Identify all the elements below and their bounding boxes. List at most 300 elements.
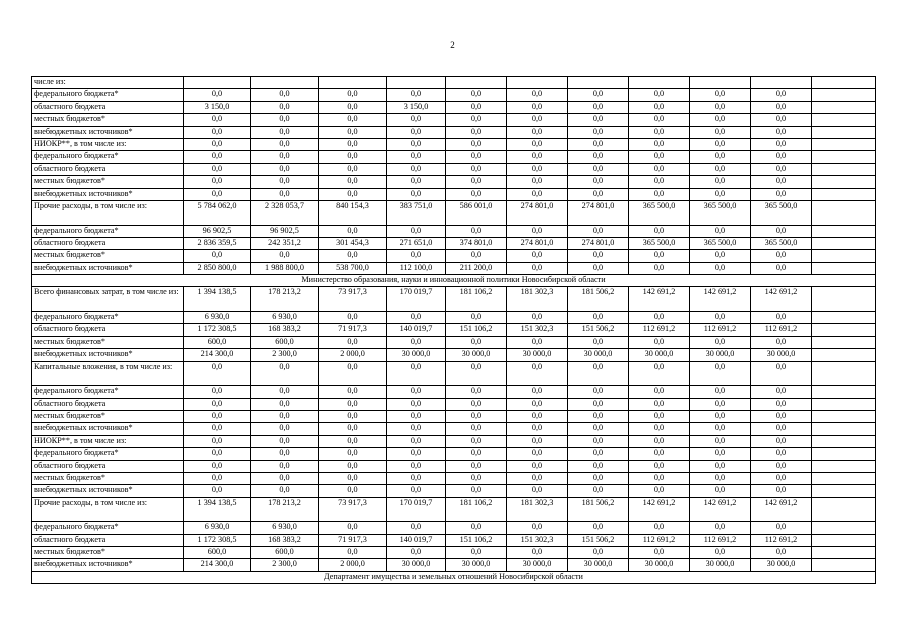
empty-cell: [812, 312, 876, 324]
value-cell: 0,0: [387, 448, 446, 460]
value-cell: 0,0: [507, 89, 568, 101]
section-title: Департамент имущества и земельных отношений Новосибирской области: [32, 571, 876, 583]
value-cell: 365 500,0: [751, 200, 812, 225]
value-cell: 0,0: [690, 262, 751, 274]
row-label: местных бюджетов*: [32, 250, 184, 262]
value-cell: 0,0: [629, 114, 690, 126]
empty-cell: [812, 188, 876, 200]
value-cell: 0,0: [387, 176, 446, 188]
value-cell: 0,0: [387, 250, 446, 262]
value-cell: 0,0: [251, 435, 319, 447]
value-cell: 151 106,2: [446, 534, 507, 546]
value-cell: 0,0: [690, 225, 751, 237]
value-cell: 0,0: [446, 89, 507, 101]
value-cell: [446, 77, 507, 89]
value-cell: 0,0: [690, 250, 751, 262]
row-label: внебюджетных источников*: [32, 126, 184, 138]
value-cell: 0,0: [751, 188, 812, 200]
row-label: внебюджетных источников*: [32, 423, 184, 435]
value-cell: 0,0: [507, 312, 568, 324]
value-cell: 0,0: [507, 460, 568, 472]
value-cell: 0,0: [568, 336, 629, 348]
value-cell: 0,0: [751, 176, 812, 188]
value-cell: 0,0: [568, 423, 629, 435]
row-label: областного бюджета: [32, 398, 184, 410]
value-cell: 0,0: [446, 410, 507, 422]
table-row: [32, 250, 876, 262]
value-cell: 0,0: [629, 435, 690, 447]
value-cell: 30 000,0: [507, 559, 568, 571]
value-cell: 151 506,2: [568, 534, 629, 546]
table-row: [32, 386, 876, 398]
row-label: федерального бюджета*: [32, 225, 184, 237]
row-label: федерального бюджета*: [32, 151, 184, 163]
value-cell: 0,0: [568, 386, 629, 398]
empty-cell: [812, 547, 876, 559]
empty-cell: [812, 237, 876, 249]
value-cell: 600,0: [184, 336, 251, 348]
empty-cell: [812, 101, 876, 113]
value-cell: 0,0: [251, 398, 319, 410]
value-cell: 0,0: [751, 101, 812, 113]
value-cell: 383 751,0: [387, 200, 446, 225]
value-cell: 0,0: [446, 138, 507, 150]
value-cell: 0,0: [184, 423, 251, 435]
value-cell: 0,0: [629, 188, 690, 200]
value-cell: 142 691,2: [690, 287, 751, 312]
value-cell: 0,0: [184, 138, 251, 150]
value-cell: 2 850 800,0: [184, 262, 251, 274]
value-cell: 6 930,0: [184, 312, 251, 324]
value-cell: 0,0: [319, 460, 387, 472]
value-cell: 181 302,3: [507, 497, 568, 522]
value-cell: 0,0: [629, 460, 690, 472]
value-cell: 0,0: [751, 435, 812, 447]
value-cell: 0,0: [184, 151, 251, 163]
value-cell: 0,0: [507, 410, 568, 422]
value-cell: 0,0: [319, 398, 387, 410]
value-cell: 0,0: [568, 138, 629, 150]
section-title: Министерство образования, науки и инновационной политики Новосибирской области: [32, 275, 876, 287]
value-cell: 0,0: [184, 386, 251, 398]
value-cell: [387, 77, 446, 89]
value-cell: 0,0: [629, 312, 690, 324]
value-cell: 0,0: [751, 336, 812, 348]
value-cell: 0,0: [184, 163, 251, 175]
empty-cell: [812, 522, 876, 534]
value-cell: [629, 77, 690, 89]
row-label: федерального бюджета*: [32, 522, 184, 534]
value-cell: 170 019,7: [387, 497, 446, 522]
table-row: [32, 398, 876, 410]
value-cell: 0,0: [751, 163, 812, 175]
value-cell: 0,0: [251, 250, 319, 262]
value-cell: 6 930,0: [184, 522, 251, 534]
value-cell: 0,0: [251, 163, 319, 175]
value-cell: 0,0: [319, 410, 387, 422]
value-cell: 0,0: [251, 176, 319, 188]
value-cell: 30 000,0: [387, 559, 446, 571]
empty-cell: [812, 435, 876, 447]
value-cell: 0,0: [507, 151, 568, 163]
value-cell: 0,0: [387, 435, 446, 447]
value-cell: 112 691,2: [751, 324, 812, 336]
value-cell: 0,0: [629, 336, 690, 348]
row-label: внебюджетных источников*: [32, 485, 184, 497]
value-cell: 840 154,3: [319, 200, 387, 225]
value-cell: 0,0: [629, 163, 690, 175]
value-cell: 0,0: [251, 138, 319, 150]
value-cell: 2 328 053,7: [251, 200, 319, 225]
value-cell: 0,0: [751, 312, 812, 324]
value-cell: 0,0: [568, 250, 629, 262]
value-cell: 0,0: [507, 423, 568, 435]
value-cell: 0,0: [251, 101, 319, 113]
row-label: областного бюджета: [32, 460, 184, 472]
value-cell: 211 200,0: [446, 262, 507, 274]
value-cell: 0,0: [387, 312, 446, 324]
value-cell: 0,0: [751, 262, 812, 274]
empty-cell: [812, 163, 876, 175]
table-row: [32, 237, 876, 249]
value-cell: 30 000,0: [629, 559, 690, 571]
table-row: [32, 559, 876, 571]
row-label: внебюджетных источников*: [32, 349, 184, 361]
row-label: местных бюджетов*: [32, 114, 184, 126]
value-cell: 0,0: [568, 547, 629, 559]
value-cell: [507, 77, 568, 89]
value-cell: 0,0: [507, 188, 568, 200]
value-cell: 600,0: [251, 336, 319, 348]
value-cell: 0,0: [507, 163, 568, 175]
section-header-row: [32, 275, 876, 287]
value-cell: 1 394 138,5: [184, 497, 251, 522]
value-cell: 0,0: [629, 472, 690, 484]
value-cell: 0,0: [507, 101, 568, 113]
value-cell: 0,0: [690, 423, 751, 435]
row-label: местных бюджетов*: [32, 176, 184, 188]
value-cell: 0,0: [251, 472, 319, 484]
value-cell: 0,0: [507, 361, 568, 386]
value-cell: 0,0: [629, 522, 690, 534]
table-row: [32, 435, 876, 447]
value-cell: 0,0: [751, 386, 812, 398]
value-cell: 0,0: [507, 398, 568, 410]
row-label: внебюджетных источников*: [32, 262, 184, 274]
table-row: [32, 114, 876, 126]
row-label: Капитальные вложения, в том числе из:: [32, 361, 184, 386]
empty-cell: [812, 534, 876, 546]
value-cell: 0,0: [690, 448, 751, 460]
value-cell: 0,0: [387, 522, 446, 534]
table-row: [32, 410, 876, 422]
value-cell: 242 351,2: [251, 237, 319, 249]
value-cell: 0,0: [387, 485, 446, 497]
value-cell: 112 100,0: [387, 262, 446, 274]
value-cell: 0,0: [507, 126, 568, 138]
table-row: [32, 101, 876, 113]
value-cell: 271 651,0: [387, 237, 446, 249]
value-cell: 0,0: [319, 547, 387, 559]
value-cell: 30 000,0: [387, 349, 446, 361]
value-cell: 0,0: [690, 101, 751, 113]
value-cell: 0,0: [446, 448, 507, 460]
value-cell: 2 300,0: [251, 559, 319, 571]
value-cell: 0,0: [751, 398, 812, 410]
value-cell: 0,0: [184, 410, 251, 422]
value-cell: 0,0: [319, 151, 387, 163]
value-cell: 0,0: [507, 386, 568, 398]
value-cell: 0,0: [690, 126, 751, 138]
table-row: [32, 77, 876, 89]
value-cell: 0,0: [568, 126, 629, 138]
value-cell: 0,0: [446, 547, 507, 559]
value-cell: 0,0: [319, 386, 387, 398]
value-cell: 0,0: [629, 410, 690, 422]
value-cell: 0,0: [629, 101, 690, 113]
value-cell: 151 302,3: [507, 534, 568, 546]
value-cell: [751, 77, 812, 89]
value-cell: 0,0: [629, 547, 690, 559]
value-cell: 0,0: [387, 126, 446, 138]
value-cell: 0,0: [690, 410, 751, 422]
value-cell: 0,0: [184, 361, 251, 386]
table-row: [32, 324, 876, 336]
value-cell: 0,0: [184, 250, 251, 262]
value-cell: 181 302,3: [507, 287, 568, 312]
value-cell: 214 300,0: [184, 559, 251, 571]
table-row: [32, 262, 876, 274]
value-cell: 140 019,7: [387, 534, 446, 546]
value-cell: 0,0: [507, 435, 568, 447]
table-body: [32, 77, 876, 584]
value-cell: 0,0: [319, 472, 387, 484]
value-cell: 214 300,0: [184, 349, 251, 361]
value-cell: 0,0: [507, 547, 568, 559]
value-cell: 0,0: [319, 448, 387, 460]
value-cell: 181 506,2: [568, 497, 629, 522]
value-cell: 374 801,0: [446, 237, 507, 249]
value-cell: 142 691,2: [751, 497, 812, 522]
value-cell: 0,0: [319, 336, 387, 348]
empty-cell: [812, 361, 876, 386]
table-row: [32, 547, 876, 559]
value-cell: 0,0: [568, 435, 629, 447]
value-cell: 0,0: [446, 176, 507, 188]
value-cell: 151 302,3: [507, 324, 568, 336]
value-cell: 0,0: [251, 386, 319, 398]
value-cell: 30 000,0: [690, 349, 751, 361]
value-cell: 0,0: [319, 361, 387, 386]
value-cell: 0,0: [507, 262, 568, 274]
value-cell: 0,0: [387, 163, 446, 175]
row-label: областного бюджета: [32, 163, 184, 175]
row-label: Всего финансовых затрат, в том числе из:: [32, 287, 184, 312]
value-cell: 0,0: [184, 188, 251, 200]
value-cell: 0,0: [446, 435, 507, 447]
value-cell: 0,0: [751, 460, 812, 472]
value-cell: 0,0: [629, 176, 690, 188]
empty-cell: [812, 126, 876, 138]
value-cell: 0,0: [446, 163, 507, 175]
table-row: [32, 200, 876, 225]
row-label: областного бюджета: [32, 534, 184, 546]
row-label: местных бюджетов*: [32, 410, 184, 422]
value-cell: 274 801,0: [568, 200, 629, 225]
value-cell: 301 454,3: [319, 237, 387, 249]
value-cell: 0,0: [751, 522, 812, 534]
value-cell: 0,0: [251, 410, 319, 422]
value-cell: 0,0: [568, 89, 629, 101]
value-cell: 0,0: [319, 163, 387, 175]
table-row: [32, 312, 876, 324]
value-cell: 142 691,2: [690, 497, 751, 522]
value-cell: 0,0: [251, 114, 319, 126]
value-cell: 6 930,0: [251, 522, 319, 534]
table-row: [32, 497, 876, 522]
empty-cell: [812, 200, 876, 225]
value-cell: 0,0: [751, 485, 812, 497]
value-cell: 0,0: [751, 361, 812, 386]
value-cell: 112 691,2: [629, 324, 690, 336]
value-cell: 0,0: [319, 250, 387, 262]
row-label: местных бюджетов*: [32, 547, 184, 559]
empty-cell: [812, 410, 876, 422]
value-cell: 0,0: [629, 250, 690, 262]
value-cell: 140 019,7: [387, 324, 446, 336]
value-cell: 30 000,0: [446, 559, 507, 571]
value-cell: 0,0: [629, 89, 690, 101]
value-cell: 181 106,2: [446, 497, 507, 522]
value-cell: 30 000,0: [507, 349, 568, 361]
value-cell: 0,0: [251, 126, 319, 138]
value-cell: 0,0: [568, 522, 629, 534]
empty-cell: [812, 225, 876, 237]
row-label: федерального бюджета*: [32, 89, 184, 101]
value-cell: 0,0: [568, 151, 629, 163]
value-cell: 0,0: [751, 225, 812, 237]
value-cell: 0,0: [446, 398, 507, 410]
value-cell: 0,0: [690, 398, 751, 410]
value-cell: 2 300,0: [251, 349, 319, 361]
value-cell: 0,0: [319, 435, 387, 447]
row-label: Прочие расходы, в том числе из:: [32, 200, 184, 225]
value-cell: 0,0: [387, 138, 446, 150]
empty-cell: [812, 386, 876, 398]
value-cell: 0,0: [629, 138, 690, 150]
row-label: областного бюджета: [32, 101, 184, 113]
row-label: НИОКР**, в том числе из:: [32, 435, 184, 447]
value-cell: 0,0: [319, 89, 387, 101]
value-cell: 0,0: [690, 547, 751, 559]
value-cell: 71 917,3: [319, 324, 387, 336]
value-cell: 112 691,2: [629, 534, 690, 546]
row-label: федерального бюджета*: [32, 386, 184, 398]
value-cell: 142 691,2: [629, 497, 690, 522]
table-row: [32, 287, 876, 312]
value-cell: 0,0: [251, 423, 319, 435]
value-cell: 0,0: [568, 163, 629, 175]
value-cell: 0,0: [751, 448, 812, 460]
value-cell: 0,0: [568, 188, 629, 200]
value-cell: 0,0: [251, 361, 319, 386]
value-cell: 0,0: [251, 188, 319, 200]
value-cell: 112 691,2: [690, 324, 751, 336]
value-cell: 30 000,0: [629, 349, 690, 361]
value-cell: 2 000,0: [319, 559, 387, 571]
section-header-row: [32, 571, 876, 583]
value-cell: 0,0: [507, 114, 568, 126]
value-cell: 0,0: [446, 522, 507, 534]
value-cell: [251, 77, 319, 89]
empty-cell: [812, 250, 876, 262]
row-label: внебюджетных источников*: [32, 559, 184, 571]
empty-cell: [812, 472, 876, 484]
value-cell: 3 150,0: [184, 101, 251, 113]
value-cell: 0,0: [184, 114, 251, 126]
value-cell: 0,0: [629, 448, 690, 460]
value-cell: 0,0: [184, 435, 251, 447]
empty-cell: [812, 151, 876, 163]
value-cell: 0,0: [446, 336, 507, 348]
value-cell: 0,0: [446, 250, 507, 262]
table-row: [32, 188, 876, 200]
value-cell: 151 506,2: [568, 324, 629, 336]
value-cell: 0,0: [251, 151, 319, 163]
value-cell: 0,0: [507, 176, 568, 188]
value-cell: 0,0: [387, 398, 446, 410]
table-row: [32, 361, 876, 386]
value-cell: 0,0: [690, 176, 751, 188]
budget-table: [31, 76, 876, 584]
value-cell: 0,0: [446, 101, 507, 113]
value-cell: 0,0: [629, 126, 690, 138]
value-cell: 0,0: [751, 89, 812, 101]
value-cell: 0,0: [387, 151, 446, 163]
value-cell: 0,0: [319, 176, 387, 188]
value-cell: 0,0: [568, 262, 629, 274]
empty-cell: [812, 497, 876, 522]
value-cell: 2 836 359,5: [184, 237, 251, 249]
value-cell: 0,0: [690, 435, 751, 447]
table-row: [32, 349, 876, 361]
value-cell: 0,0: [690, 386, 751, 398]
value-cell: 0,0: [184, 398, 251, 410]
table-row: [32, 460, 876, 472]
value-cell: 0,0: [629, 485, 690, 497]
value-cell: 73 917,3: [319, 287, 387, 312]
value-cell: 0,0: [507, 336, 568, 348]
value-cell: 0,0: [568, 410, 629, 422]
value-cell: 0,0: [629, 423, 690, 435]
value-cell: 0,0: [446, 361, 507, 386]
value-cell: 0,0: [751, 423, 812, 435]
value-cell: 0,0: [507, 225, 568, 237]
value-cell: 73 917,3: [319, 497, 387, 522]
table-row: [32, 534, 876, 546]
value-cell: 0,0: [446, 472, 507, 484]
value-cell: 0,0: [751, 250, 812, 262]
value-cell: 0,0: [629, 361, 690, 386]
value-cell: 0,0: [387, 336, 446, 348]
row-label: НИОКР**, в том числе из:: [32, 138, 184, 150]
value-cell: 0,0: [387, 225, 446, 237]
value-cell: 0,0: [690, 460, 751, 472]
table-row: [32, 485, 876, 497]
value-cell: 0,0: [184, 472, 251, 484]
value-cell: 0,0: [184, 460, 251, 472]
value-cell: 586 001,0: [446, 200, 507, 225]
